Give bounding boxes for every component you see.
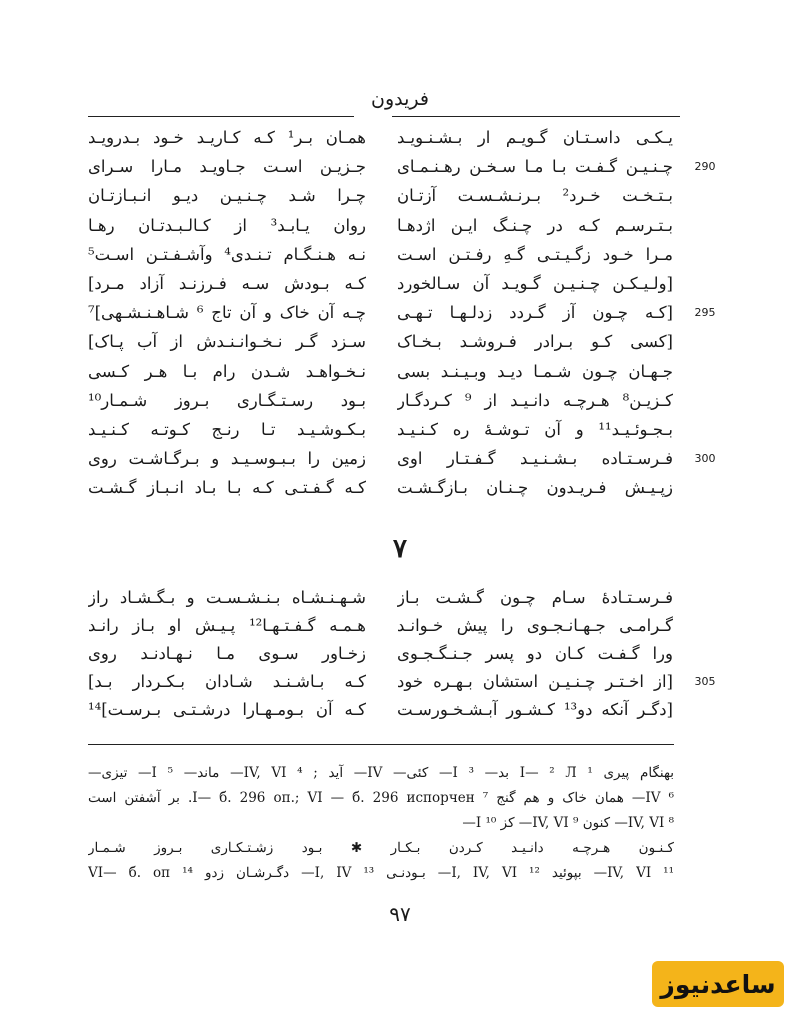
verse-first-hemistich: بـتـخـت خـرد² بـرنـشـسـت آزتـان bbox=[397, 186, 673, 206]
verse-second-hemistich: زمین را بـبـوسـیـد و بـرگـاشـت روی bbox=[88, 449, 366, 469]
verse-second-hemistich: چـه آن خاک و آن تاج ⁶ شـاهـنـشـهی]⁷ bbox=[88, 303, 366, 323]
header-rule-right bbox=[392, 116, 680, 117]
verse-second-hemistich: سـزد گـر نـخـوانـنـدش از آب پـاک] bbox=[88, 332, 366, 352]
verse-first-hemistich: یـکـی داسـتـان گـویـم ار بـشـنـویـد bbox=[397, 128, 673, 147]
verse-row bbox=[0, 417, 800, 443]
verse-first-hemistich: [ولـیـکـن چـنـیـن گـویـد آن سـالخورد bbox=[397, 274, 673, 293]
verse-row bbox=[0, 359, 800, 385]
verse-row bbox=[0, 183, 800, 209]
verse-first-hemistich: [دگـر آنکه دو¹³ کـشـور آبـشـخـورسـت bbox=[397, 700, 673, 719]
verse-second-hemistich: کـه بـودش سـه فـرزنـد آزاد مـرد] bbox=[88, 274, 366, 293]
section-number: ۷ bbox=[393, 534, 407, 564]
verse-first-hemistich: جـهـان چـون شـمـا دیـد وبـیـنـد بسی bbox=[397, 361, 673, 381]
verse-row bbox=[0, 125, 800, 151]
verse-first-hemistich: چـنـیـن گـفـت بـا مـا سـخـن رهـنـمـای bbox=[397, 157, 673, 177]
verse-first-hemistich: [کـه چـون آز گـردد زدلـهـا تـهـی bbox=[397, 303, 673, 323]
footnote-line: بهنگام پیری ¹ I— ² Л بد— ³ I— کئی— IV— آید ; ⁴ IV, VI— ماند— ⁵ I— تیزی— bbox=[88, 765, 674, 781]
verse-first-hemistich: فـرسـتـادهٔ سـام چـون گـشـت بـاز bbox=[397, 588, 673, 607]
verse-second-hemistich: نـه هـنـگـام تـنـدی⁴ وآشـفـتـن اسـت⁵ bbox=[88, 244, 366, 264]
line-number: 300 bbox=[694, 452, 716, 466]
verse-second-hemistich: شـهـنـشـاه بـنـشـسـت و بـگـشـاد راز bbox=[88, 588, 366, 607]
line-number: 295 bbox=[694, 306, 716, 320]
verse-first-hemistich: بـتـرسـم کـه در چـنـگ ایـن اژدهـا bbox=[397, 215, 673, 235]
verse-second-hemistich: کـه بـاشـنـد شـادان بـکـردار بـد] bbox=[88, 672, 366, 691]
header-rule-left bbox=[88, 116, 354, 117]
verse-first-hemistich: [از اخـتـر چـنـیـن استشان بـهـره خود bbox=[397, 672, 673, 691]
footnote-rule bbox=[88, 744, 674, 745]
verse-row bbox=[0, 613, 800, 639]
verse-row bbox=[0, 641, 800, 667]
page-number: ۹۷ bbox=[389, 902, 411, 926]
verse-row bbox=[0, 300, 800, 326]
verse-second-hemistich: زخـاور سـوی مـا نـهـادنـد روی bbox=[88, 644, 366, 663]
verse-second-hemistich: بـکـوشـیـد تـا رنـج کـوتـه کـنـیـد bbox=[88, 420, 366, 439]
verse-row bbox=[0, 271, 800, 297]
verse-row bbox=[0, 585, 800, 611]
footnote-line: کـنـون هـرچـه دانـیـد کـردن بـکـار ✱ بـود زشـتـکـاری بـروز شـمـار bbox=[88, 840, 674, 856]
verse-first-hemistich: ورا گـفـت کـان دو پسر جـنـگـجـوی bbox=[397, 644, 673, 663]
verse-first-hemistich: [کسی کـو بـرادر فـروشـد بـخـاک bbox=[397, 332, 673, 352]
verse-row bbox=[0, 242, 800, 268]
running-head: فریدون bbox=[371, 88, 429, 110]
footnote-line: ⁸ IV, VI— کنون ⁹ IV, VI— کز ¹⁰ I— bbox=[462, 815, 674, 831]
verse-second-hemistich: همـان بـر¹ کـه کـاریـد خـود بـدرویـد bbox=[88, 128, 366, 147]
footnote-line: ¹¹ IV, VI— بپوئید ¹² I, IV, VI— بـودنـی ¹³ I, IV— دگـرشـان زدو ¹⁴ VI— б. оп bbox=[88, 865, 674, 881]
verse-second-hemistich: روان یـابـد³ از کـالـبـدتـان رهـا bbox=[88, 215, 366, 235]
verse-second-hemistich: چـرا شـد چـنـیـن دیـو انـبـازتـان bbox=[88, 186, 366, 206]
verse-row bbox=[0, 329, 800, 355]
verse-second-hemistich: هـمـه گـفـتـهـا¹² پـیـش او بـاز رانـد bbox=[88, 616, 366, 635]
verse-row bbox=[0, 475, 800, 501]
line-number: 305 bbox=[694, 675, 716, 688]
footnote-line: ⁶ IV— همان خاک و هم گنج ⁷ I— б. 296 оп.; VI — б. 296 испорчен. بر آشفتن است bbox=[88, 790, 674, 806]
verse-second-hemistich: کـه آن بـومـهـارا درشـتـی بـرسـت]¹⁴ bbox=[88, 700, 366, 719]
verse-first-hemistich: بـجـوئـیـد¹¹ و آن تـوشـهٔ ره کـنـیـد bbox=[397, 420, 673, 439]
verse-row bbox=[0, 669, 800, 695]
watermark-logo: ساعدنیوز bbox=[652, 961, 784, 1007]
verse-first-hemistich: مـرا خـود زگـیـتـی گـهِ رفـتـن اسـت bbox=[397, 244, 673, 264]
verse-first-hemistich: گـرامـی جـهـانـجـوی را پیش خـوانـد bbox=[397, 616, 673, 635]
verse-second-hemistich: کـه گـفـتـی کـه بـا بـاد انـبـاز گـشـت bbox=[88, 478, 366, 498]
verse-first-hemistich: فـرسـتـاده بـشـنـیـد گـفـتـار اوی bbox=[397, 449, 673, 469]
verse-second-hemistich: جـزیـن اسـت جـاویـد مـارا سـرای bbox=[88, 157, 366, 177]
verse-row bbox=[0, 388, 800, 414]
verse-second-hemistich: بـود رسـتـگـاری بـروز شـمـار¹⁰ bbox=[88, 390, 366, 410]
verse-row bbox=[0, 154, 800, 180]
verse-second-hemistich: نـخـواهـد شـدن رام بـا هـر کـسی bbox=[88, 361, 366, 381]
verse-row bbox=[0, 213, 800, 239]
verse-first-hemistich: کـزیـن⁸ هـرچـه دانـیـد از ⁹ کـردگـار bbox=[397, 390, 673, 410]
verse-row bbox=[0, 446, 800, 472]
verse-first-hemistich: زپـیـش فـریـدون چـنـان بـازگـشـت bbox=[397, 478, 673, 498]
line-number: 290 bbox=[694, 160, 716, 174]
verse-row bbox=[0, 697, 800, 723]
